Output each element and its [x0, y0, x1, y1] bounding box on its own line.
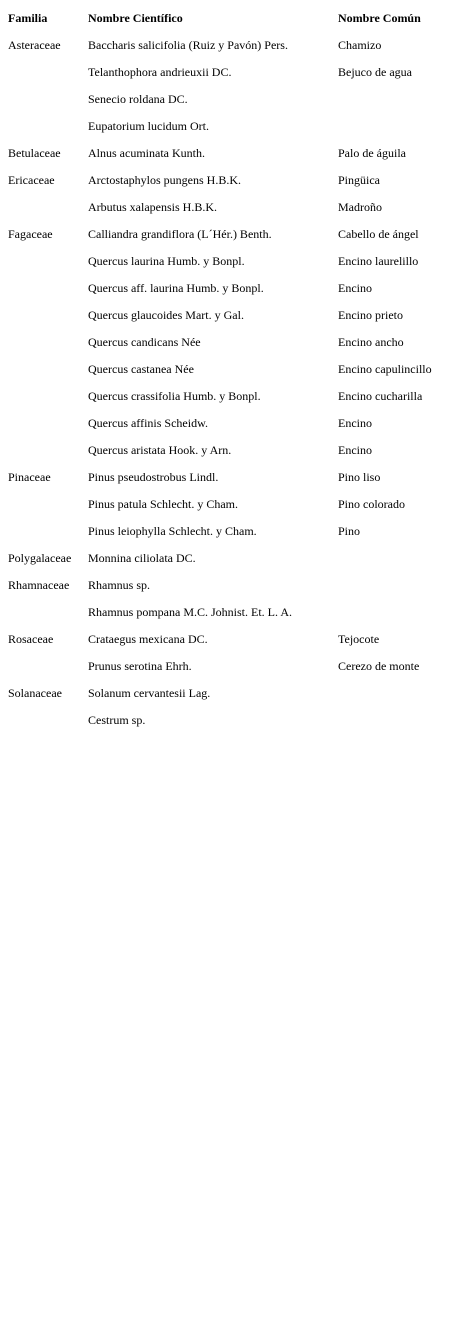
cell-family: [8, 707, 88, 734]
header-common-name: Nombre Común: [338, 11, 421, 25]
cell-family: [8, 383, 88, 410]
cell-common-name: Pino colorado: [338, 497, 405, 511]
cell-family: Ericaceae: [8, 173, 55, 187]
cell-scientific-name: Quercus laurina Humb. y Bonpl.: [88, 254, 245, 268]
cell-common-name: Pingüica: [338, 173, 380, 187]
cell-scientific-name: Quercus aff. laurina Humb. y Bonpl.: [88, 281, 264, 295]
cell-scientific-name: Quercus castanea Née: [88, 362, 194, 376]
header-row: [8, 5, 448, 32]
cell-common-name: [338, 599, 448, 626]
table-row: [8, 626, 448, 653]
table-row: [8, 302, 448, 329]
table-row: [8, 383, 448, 410]
cell-common-name: [338, 545, 448, 572]
cell-scientific-name: Alnus acuminata Kunth.: [88, 146, 205, 160]
cell-common-name: Palo de águila: [338, 146, 406, 160]
cell-common-name: Cabello de ángel: [338, 227, 419, 241]
cell-scientific-name: Pinus patula Schlecht. y Cham.: [88, 497, 238, 511]
cell-scientific-name: Rhamnus pompana M.C. Johnist. Et. L. A.: [88, 605, 292, 619]
cell-family: Rhamnaceae: [8, 578, 70, 592]
table-row: [8, 491, 448, 518]
cell-family: Asteraceae: [8, 38, 61, 52]
cell-family: [8, 356, 88, 383]
table-row: [8, 545, 448, 572]
table-body: [8, 32, 448, 734]
cell-common-name: Encino prieto: [338, 308, 403, 322]
cell-common-name: [338, 707, 448, 734]
table-row: [8, 410, 448, 437]
cell-family: [8, 410, 88, 437]
table-row: [8, 356, 448, 383]
cell-scientific-name: Prunus serotina Ehrh.: [88, 659, 192, 673]
cell-common-name: Encino cucharilla: [338, 389, 423, 403]
table-row: [8, 140, 448, 167]
cell-family: [8, 599, 88, 626]
header-family: Familia: [8, 11, 48, 25]
cell-scientific-name: Pinus pseudostrobus Lindl.: [88, 470, 219, 484]
cell-common-name: Encino: [338, 443, 372, 457]
cell-common-name: Encino capulincillo: [338, 362, 432, 376]
cell-common-name: Encino ancho: [338, 335, 404, 349]
table-row: [8, 707, 448, 734]
table-header: [8, 5, 448, 32]
table-row: [8, 194, 448, 221]
cell-family: [8, 437, 88, 464]
cell-scientific-name: Cestrum sp.: [88, 713, 146, 727]
cell-family: [8, 248, 88, 275]
species-table-container: [8, 5, 448, 734]
cell-common-name: Chamizo: [338, 38, 382, 52]
cell-scientific-name: Eupatorium lucidum Ort.: [88, 119, 209, 133]
cell-scientific-name: Quercus candicans Née: [88, 335, 201, 349]
cell-scientific-name: Arbutus xalapensis H.B.K.: [88, 200, 217, 214]
cell-common-name: [338, 113, 448, 140]
table-row: [8, 572, 448, 599]
cell-scientific-name: Quercus affinis Scheidw.: [88, 416, 208, 430]
cell-scientific-name: Quercus crassifolia Humb. y Bonpl.: [88, 389, 261, 403]
cell-family: [8, 113, 88, 140]
cell-family: Rosaceae: [8, 632, 54, 646]
cell-common-name: Bejuco de agua: [338, 65, 412, 79]
cell-family: Polygalaceae: [8, 551, 72, 565]
header-scientific-name: Nombre Científico: [88, 11, 183, 25]
cell-family: Fagaceae: [8, 227, 53, 241]
cell-family: Pinaceae: [8, 470, 51, 484]
cell-scientific-name: Quercus aristata Hook. y Arn.: [88, 443, 232, 457]
cell-family: [8, 302, 88, 329]
table-row: [8, 32, 448, 59]
table-row: [8, 464, 448, 491]
cell-scientific-name: Arctostaphylos pungens H.B.K.: [88, 173, 241, 187]
cell-family: [8, 653, 88, 680]
cell-common-name: [338, 572, 448, 599]
table-row: [8, 437, 448, 464]
cell-scientific-name: Crataegus mexicana DC.: [88, 632, 208, 646]
cell-family: [8, 59, 88, 86]
cell-scientific-name: Senecio roldana DC.: [88, 92, 188, 106]
table-row: [8, 167, 448, 194]
cell-scientific-name: Telanthophora andrieuxii DC.: [88, 65, 232, 79]
cell-common-name: [338, 86, 448, 113]
cell-common-name: Pino liso: [338, 470, 381, 484]
cell-family: [8, 491, 88, 518]
table-row: [8, 248, 448, 275]
cell-family: [8, 194, 88, 221]
cell-family: [8, 329, 88, 356]
table-row: [8, 221, 448, 248]
cell-scientific-name: Calliandra grandiflora (L´Hér.) Benth.: [88, 227, 272, 241]
cell-common-name: Encino laurelillo: [338, 254, 419, 268]
cell-family: Solanaceae: [8, 686, 62, 700]
table-row: [8, 113, 448, 140]
cell-scientific-name: Monnina ciliolata DC.: [88, 551, 196, 565]
species-table: [8, 5, 448, 734]
cell-family: [8, 518, 88, 545]
table-row: [8, 59, 448, 86]
table-row: [8, 329, 448, 356]
table-row: [8, 86, 448, 113]
cell-common-name: Cerezo de monte: [338, 659, 420, 673]
cell-common-name: Tejocote: [338, 632, 380, 646]
table-row: [8, 599, 448, 626]
cell-scientific-name: Quercus glaucoides Mart. y Gal.: [88, 308, 244, 322]
table-row: [8, 518, 448, 545]
cell-family: [8, 275, 88, 302]
cell-scientific-name: Rhamnus sp.: [88, 578, 151, 592]
cell-scientific-name: Baccharis salicifolia (Ruiz y Pavón) Pers.: [88, 38, 288, 52]
cell-common-name: Encino: [338, 416, 372, 430]
cell-family: Betulaceae: [8, 146, 61, 160]
table-row: [8, 275, 448, 302]
cell-common-name: Encino: [338, 281, 372, 295]
table-row: [8, 680, 448, 707]
table-row: [8, 653, 448, 680]
cell-scientific-name: Solanum cervantesii Lag.: [88, 686, 211, 700]
cell-family: [8, 86, 88, 113]
cell-scientific-name: Pinus leiophylla Schlecht. y Cham.: [88, 524, 257, 538]
cell-common-name: Pino: [338, 524, 361, 538]
cell-common-name: [338, 680, 448, 707]
cell-common-name: Madroño: [338, 200, 382, 214]
